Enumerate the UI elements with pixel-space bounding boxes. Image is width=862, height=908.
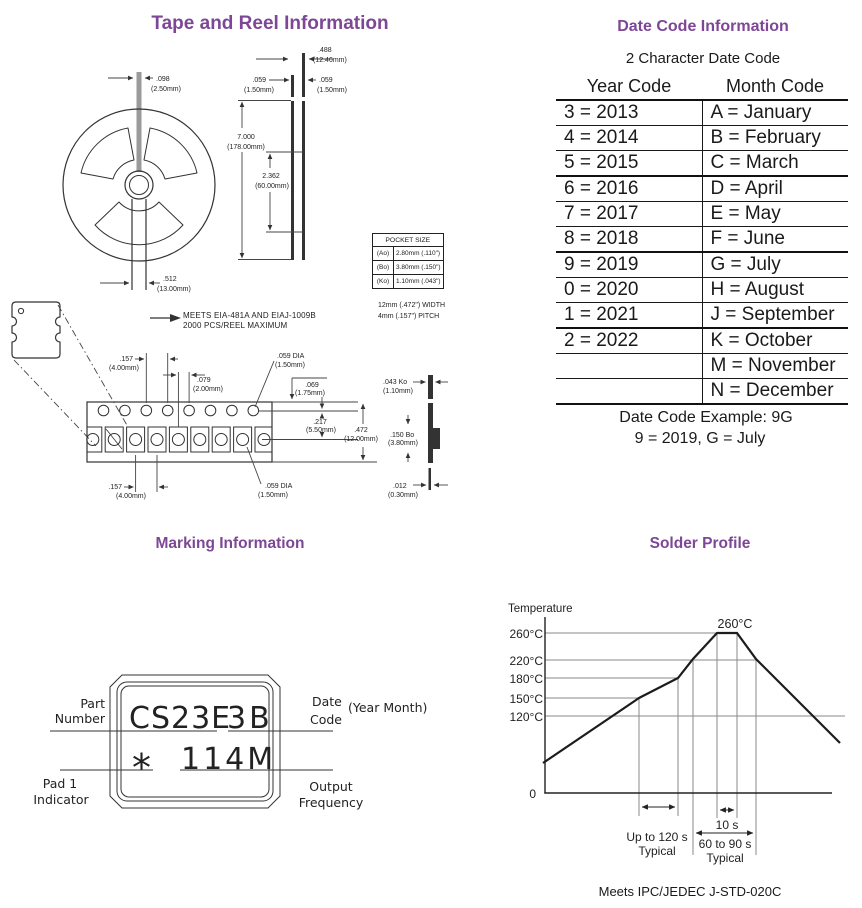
- dim-bo-in: .150 Bo: [390, 432, 415, 439]
- tape-strip-drawing: [0, 288, 470, 513]
- meets-line2: 2000 PCS/REEL MAXIMUM: [183, 321, 288, 330]
- marking-title: Marking Information: [155, 535, 305, 552]
- col-month-code: Month Code: [702, 74, 848, 100]
- year-cell: 8 = 2018: [556, 227, 702, 253]
- year-cell: 5 = 2015: [556, 151, 702, 177]
- pocket-cross-section: [383, 375, 448, 499]
- table-row: [556, 100, 848, 126]
- tick-150: 150°C: [509, 692, 543, 706]
- dim-hole-bot-mm: (1.50mm): [258, 492, 288, 499]
- dim-width-mm: (12.40mm): [313, 57, 347, 64]
- tick-0: 0: [529, 787, 536, 801]
- dim-dia-in: 7.000: [237, 134, 255, 141]
- col-year-code: Year Code: [556, 74, 702, 100]
- pocket-value: 2.80mm (.110"): [394, 247, 444, 261]
- dim-width-in: .488: [318, 47, 332, 54]
- pocket-size-table: [372, 233, 444, 289]
- label-code: Code: [310, 712, 343, 727]
- dim-hole-top-mm: (1.50mm): [275, 362, 305, 369]
- table-row: [556, 354, 848, 379]
- pocket-value: 3.80mm (.150"): [394, 261, 444, 275]
- month-cell: C = March: [702, 151, 848, 177]
- pocket-table-header: POCKET SIZE: [373, 234, 444, 247]
- reel-front-view: [63, 72, 215, 293]
- dim-pitch-top-mm: (4.00mm): [109, 365, 139, 372]
- table-header-row: [556, 74, 848, 100]
- year-cell: 0 = 2020: [556, 278, 702, 303]
- year-cell: 3 = 2013: [556, 100, 702, 126]
- peak-annotation: 260°C: [717, 617, 753, 631]
- ann-60-90s: 60 to 90 s: [698, 837, 752, 851]
- dim-pitch-top-in: .157: [119, 356, 133, 363]
- dim-pitch-bot-mm: (4.00mm): [116, 493, 146, 500]
- dim-shaft-mm: (13.00mm): [157, 286, 191, 293]
- solder-profile-chart: [480, 595, 862, 880]
- table-row: [373, 275, 444, 289]
- tick-180: 180°C: [509, 672, 543, 686]
- month-cell: K = October: [702, 328, 848, 354]
- dim-pitch-bot-in: .157: [108, 484, 122, 491]
- dim-edge-mm: (1.75mm): [295, 390, 325, 397]
- table-row: [556, 151, 848, 177]
- dim-half-mm: (2.00mm): [193, 386, 223, 393]
- chip-date-code: 3B: [227, 701, 273, 736]
- carrier-tape: [87, 402, 272, 462]
- dim-thk-mm: (0.30mm): [388, 492, 418, 499]
- dim-hub-in: .098: [156, 76, 170, 83]
- year-cell: 6 = 2016: [556, 176, 702, 202]
- date-code-title: Date Code Information: [617, 18, 789, 35]
- table-row: [373, 247, 444, 261]
- pocket-key: (Ao): [373, 247, 394, 261]
- dim-hole-bot-in: .059 DIA: [265, 483, 293, 490]
- dim-ko-mm: (1.10mm): [383, 388, 413, 395]
- table-row: [556, 176, 848, 202]
- chart-grid: [545, 633, 845, 855]
- year-cell: 4 = 2014: [556, 126, 702, 151]
- table-row: [556, 252, 848, 278]
- dim-h2p-mm: (5.50mm): [306, 427, 336, 434]
- month-cell: D = April: [702, 176, 848, 202]
- dim-hub-mm: (2.50mm): [151, 86, 181, 93]
- marking-drawing: [20, 655, 460, 820]
- reel-side-view: [227, 47, 347, 260]
- ann-up-to-120s-typical: Typical: [638, 844, 676, 858]
- label-part: Part: [80, 696, 105, 711]
- tape-slot-bar: [137, 72, 142, 172]
- date-code-subtitle: 2 Character Date Code: [625, 50, 781, 67]
- ann-up-to-120s: Up to 120 s: [626, 830, 688, 844]
- meets-note: [150, 302, 445, 330]
- arrow-icon: [170, 314, 181, 322]
- year-cell: [556, 379, 702, 405]
- dim-tapewidth-mm: (12.00mm): [344, 436, 378, 443]
- label-indicator: Indicator: [33, 792, 89, 807]
- year-cell: 7 = 2017: [556, 202, 702, 227]
- table-row: [556, 202, 848, 227]
- chip-frequency: 114M: [181, 742, 277, 777]
- dim-flange-l-mm: (1.50mm): [244, 87, 274, 94]
- dim-ko-in: .043 Ko: [383, 379, 408, 386]
- reel-hub-inner: [130, 176, 149, 195]
- date-code-example-expansion: 9 = 2019, G = July: [634, 430, 766, 447]
- label-frequency: Frequency: [298, 795, 364, 810]
- dim-edge-in: .069: [305, 382, 319, 389]
- month-cell: J = September: [702, 303, 848, 329]
- table-row: [556, 278, 848, 303]
- month-cell: F = June: [702, 227, 848, 253]
- jedec-compliance-note: Meets IPC/JEDEC J-STD-020C: [598, 884, 782, 899]
- dim-hole-top-in: .059 DIA: [277, 353, 305, 360]
- chart-axes: [544, 617, 832, 794]
- table-row: [556, 303, 848, 329]
- year-cell: [556, 354, 702, 379]
- label-output: Output: [309, 779, 353, 794]
- month-cell: E = May: [702, 202, 848, 227]
- table-row: [556, 328, 848, 354]
- table-row: [373, 261, 444, 275]
- dim-hubdia-in: 2.362: [262, 173, 280, 180]
- dim-bo-mm: (3.80mm): [388, 440, 418, 447]
- dim-h2p-in: .217: [313, 419, 327, 426]
- pad1-dot: [18, 308, 23, 313]
- month-cell: M = November: [702, 354, 848, 379]
- dim-dia-mm: (178.00mm): [227, 144, 265, 151]
- tick-120: 120°C: [509, 710, 543, 724]
- month-cell: B = February: [702, 126, 848, 151]
- date-code-example: Date Code Example: 9G: [619, 409, 793, 426]
- year-cell: 1 = 2021: [556, 303, 702, 329]
- pitch-note: 4mm (.157") PITCH: [378, 313, 440, 320]
- dim-tapewidth-in: .472: [354, 427, 368, 434]
- table-row: [556, 379, 848, 405]
- month-cell: H = August: [702, 278, 848, 303]
- pocket-key: (Bo): [373, 261, 394, 275]
- dim-flange-r-in: .059: [319, 77, 333, 84]
- dim-thk-in: .012: [393, 483, 407, 490]
- month-cell: N = December: [702, 379, 848, 405]
- label-date: Date: [312, 694, 342, 709]
- ann-60-90s-typical: Typical: [706, 851, 744, 865]
- meets-line1: MEETS EIA-481A AND EIAJ-1009B: [183, 311, 316, 320]
- tape-reel-title: Tape and Reel Information: [151, 13, 389, 34]
- label-number: Number: [54, 711, 105, 726]
- dim-half-in: .079: [197, 377, 211, 384]
- width-note: 12mm (.472") WIDTH: [378, 302, 446, 309]
- label-pad1: Pad 1: [42, 776, 78, 791]
- dim-hubdia-mm: (60.00mm): [255, 183, 289, 190]
- tape-strip: [87, 402, 272, 462]
- table-row: [556, 126, 848, 151]
- tick-220: 220°C: [509, 654, 543, 668]
- chip-pad1-star: *: [132, 746, 151, 790]
- ann-10s: 10 s: [715, 818, 739, 832]
- y-axis-label: Temperature: [508, 603, 573, 615]
- tick-260: 260°C: [509, 627, 543, 641]
- date-code-table: [556, 74, 848, 405]
- pocket-key: (Ko): [373, 275, 394, 289]
- dim-shaft-in: .512: [163, 276, 177, 283]
- month-cell: A = January: [702, 100, 848, 126]
- label-year-month: (Year Month): [348, 700, 428, 715]
- year-cell: 2 = 2022: [556, 328, 702, 354]
- solder-title: Solder Profile: [649, 535, 751, 552]
- pocket-value: 1.10mm (.043"): [394, 275, 444, 289]
- chip-marking-text: [129, 701, 276, 790]
- table-row: [556, 227, 848, 253]
- dim-flange-l-in: .059: [252, 77, 266, 84]
- chip-part-number: CS23E: [129, 701, 232, 736]
- month-cell: G = July: [702, 252, 848, 278]
- year-cell: 9 = 2019: [556, 252, 702, 278]
- dim-flange-r-mm: (1.50mm): [317, 87, 347, 94]
